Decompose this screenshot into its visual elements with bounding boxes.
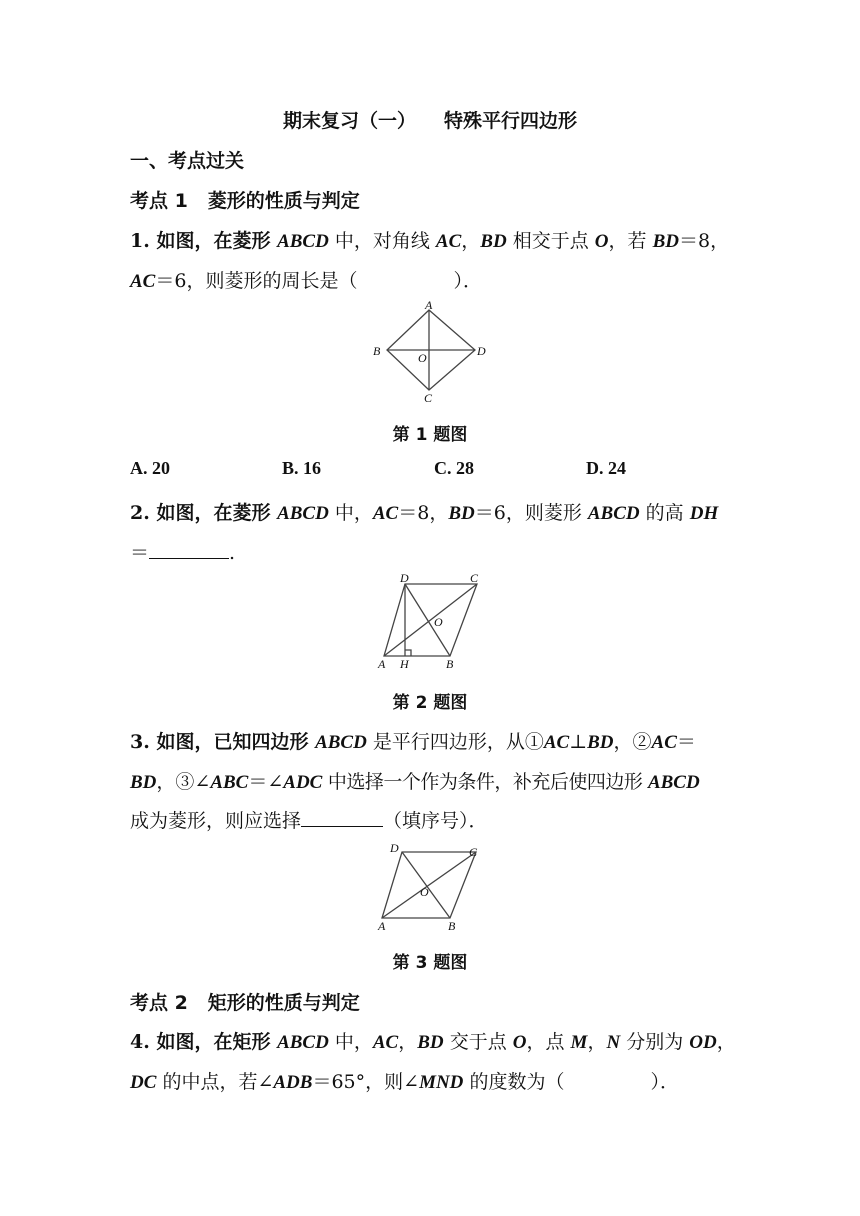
q1-text: ）． bbox=[453, 270, 482, 292]
q3-answer-blank[interactable] bbox=[301, 810, 383, 827]
q1-var: ABCD bbox=[277, 231, 329, 252]
label-a: A bbox=[378, 657, 386, 670]
q1-var: O bbox=[594, 231, 609, 252]
right-angle-mark bbox=[405, 650, 411, 656]
diagonal-bd bbox=[405, 584, 450, 656]
q3-text: 3. 如图，已知四边形 bbox=[130, 731, 316, 753]
topic2-name: 矩形的性质与判定 bbox=[207, 992, 360, 1014]
q4-text: ， bbox=[398, 1031, 418, 1053]
q1-figure bbox=[365, 298, 495, 408]
label-o: O bbox=[434, 615, 443, 629]
label-b: B bbox=[373, 344, 381, 358]
q4-text: 交于点 bbox=[443, 1031, 513, 1053]
q2-var: ABCD bbox=[587, 503, 640, 524]
label-d: D bbox=[400, 571, 409, 585]
label-d: D bbox=[477, 344, 486, 358]
q1-option-b[interactable]: B. 16 bbox=[282, 458, 322, 478]
q2-text: 中， bbox=[328, 502, 373, 524]
q1-var: AC bbox=[435, 231, 462, 252]
topic1-name: 菱形的性质与判定 bbox=[207, 190, 360, 212]
q4-line2 bbox=[130, 1067, 679, 1094]
q2-var: ABCD bbox=[277, 503, 329, 524]
q4-var: MND bbox=[419, 1072, 464, 1093]
q4-text: ， bbox=[716, 1031, 736, 1053]
q3-line3 bbox=[130, 806, 488, 833]
q3-figure bbox=[372, 838, 492, 938]
q3-text: 是平行四边形，从① bbox=[366, 731, 544, 753]
q2-text: ＝ bbox=[130, 542, 150, 564]
q4-var: BD bbox=[417, 1032, 444, 1053]
q4-text: 分别为 bbox=[620, 1031, 690, 1053]
q3-var: BD bbox=[587, 732, 614, 753]
q3-text: ，② bbox=[613, 731, 652, 753]
q2-answer-blank[interactable] bbox=[149, 540, 229, 559]
q4-var: DC bbox=[130, 1072, 157, 1093]
q4-text: ＝65°，则∠ bbox=[312, 1071, 420, 1093]
q3-var: ADC bbox=[283, 772, 323, 793]
q4-var: N bbox=[606, 1032, 621, 1053]
q4-text: ）． bbox=[650, 1071, 679, 1093]
q2-caption: 第 2 题图 bbox=[392, 693, 468, 713]
q1-text: 中，对角线 bbox=[328, 230, 436, 252]
label-d: D bbox=[390, 841, 399, 855]
q4-text: ， bbox=[587, 1031, 607, 1053]
q1-caption: 第 1 题图 bbox=[392, 425, 468, 445]
q4-text: 的中点，若∠ bbox=[156, 1071, 274, 1093]
q3-var: AC bbox=[543, 732, 570, 753]
q3-text: ＝∠ bbox=[248, 771, 284, 793]
q3-text: ⊥ bbox=[569, 731, 588, 753]
topic2-heading bbox=[130, 988, 360, 1015]
q1-text: ＝8， bbox=[678, 230, 730, 252]
q3-line2 bbox=[130, 767, 700, 794]
q1-text: 相交于点 bbox=[506, 230, 595, 252]
q2-line2 bbox=[130, 538, 235, 565]
q3-var: ABCD bbox=[315, 732, 367, 753]
title-right: 特殊平行四边形 bbox=[444, 110, 578, 132]
q2-text: ＝6，则菱形 bbox=[474, 502, 588, 524]
q2-var: DH bbox=[689, 503, 719, 524]
q2-var: AC bbox=[372, 503, 399, 524]
q2-text: . bbox=[229, 542, 236, 564]
topic1-heading bbox=[130, 186, 360, 213]
q4-var: AC bbox=[372, 1032, 399, 1053]
q3-var: AC bbox=[651, 732, 677, 753]
label-c: C bbox=[469, 845, 478, 859]
label-c: C bbox=[470, 571, 479, 585]
section-heading: 一、考点过关 bbox=[130, 150, 245, 172]
q4-text: 的度数为（ bbox=[463, 1071, 565, 1093]
q1-text: ＝6，则菱形的周长是（ bbox=[155, 270, 358, 292]
label-h: H bbox=[400, 657, 409, 670]
q3-line1 bbox=[130, 727, 696, 754]
q2-text: 2. 如图，在菱形 bbox=[130, 502, 278, 524]
q4-var: O bbox=[512, 1032, 527, 1053]
q2-var: BD bbox=[448, 503, 475, 524]
q4-text: 中， bbox=[328, 1031, 373, 1053]
q3-text: ＝ bbox=[676, 731, 696, 753]
q1-text: 1. 如图，在菱形 bbox=[130, 230, 278, 252]
q1-line1 bbox=[130, 226, 729, 253]
q3-caption: 第 3 题图 bbox=[392, 953, 468, 973]
q4-var: ADB bbox=[273, 1072, 313, 1093]
label-o: O bbox=[418, 351, 427, 365]
q3-text: ，③∠ bbox=[156, 771, 211, 793]
q4-var: ABCD bbox=[277, 1032, 329, 1053]
label-b: B bbox=[446, 657, 454, 670]
label-c: C bbox=[424, 391, 433, 405]
q1-option-d[interactable]: D. 24 bbox=[586, 458, 626, 478]
q2-figure bbox=[372, 570, 492, 670]
q3-text: （填序号）． bbox=[383, 810, 488, 832]
q4-var: OD bbox=[689, 1032, 717, 1053]
q3-var: BD bbox=[130, 772, 157, 793]
q2-text: 的高 bbox=[639, 502, 690, 524]
q3-text: 中选择一个作为条件，补充后使四边形 bbox=[322, 771, 648, 793]
title-left: 期末复习（一） bbox=[282, 110, 416, 132]
q1-line2 bbox=[130, 266, 482, 293]
q3-var: ABC bbox=[210, 772, 249, 793]
q4-line1 bbox=[130, 1027, 736, 1054]
label-o: O bbox=[420, 885, 429, 899]
q1-option-a[interactable]: A. 20 bbox=[130, 458, 170, 478]
label-b: B bbox=[448, 919, 456, 933]
q1-text: ， bbox=[461, 230, 481, 252]
page-title bbox=[0, 106, 860, 133]
q2-line1 bbox=[130, 498, 718, 525]
q4-text: ，点 bbox=[526, 1031, 571, 1053]
q3-var: ABCD bbox=[647, 772, 700, 793]
diagonal-ac bbox=[382, 852, 476, 918]
label-a: A bbox=[378, 919, 386, 933]
topic1-num: 考点 1 bbox=[130, 190, 188, 212]
topic2-num: 考点 2 bbox=[130, 992, 188, 1014]
q1-option-c[interactable]: C. 28 bbox=[434, 458, 474, 478]
q1-var: BD bbox=[652, 231, 679, 252]
q2-text: ＝8， bbox=[398, 502, 449, 524]
label-a: A bbox=[425, 298, 433, 312]
q1-var: AC bbox=[130, 271, 156, 292]
q4-text: 4. 如图，在矩形 bbox=[130, 1031, 278, 1053]
q3-text: 成为菱形，则应选择 bbox=[130, 810, 302, 832]
q4-var: M bbox=[570, 1032, 588, 1053]
q1-text: ，若 bbox=[608, 230, 653, 252]
q1-var: BD bbox=[480, 231, 507, 252]
